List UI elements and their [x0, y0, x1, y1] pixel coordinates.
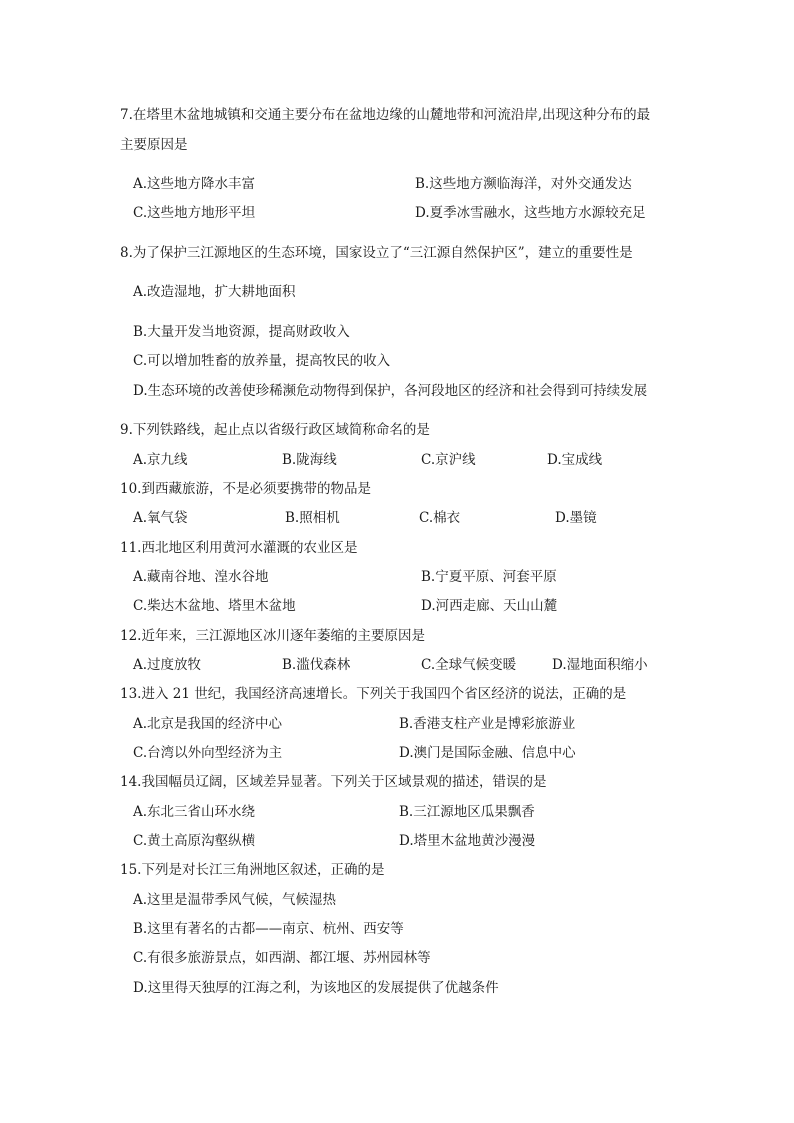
- option-b: B.滥伐森林: [282, 657, 351, 673]
- option-a: A.这里是温带季风气候，气候湿热: [133, 892, 337, 908]
- option-d: D.塔里木盆地黄沙漫漫: [399, 833, 536, 849]
- option-a: A.藏南谷地、湟水谷地: [133, 569, 269, 585]
- option-b: B.这里有著名的古都——南京、杭州、西安等: [133, 921, 404, 937]
- option-c: C.黄土高原沟壑纵横: [133, 833, 256, 849]
- option-a: A.北京是我国的经济中心: [133, 716, 283, 732]
- option-d: D.河西走廊、天山山麓: [421, 598, 558, 614]
- option-c: C.棉衣: [419, 510, 461, 526]
- question-stem: 15.下列是对长江三角洲地区叙述，正确的是: [120, 862, 385, 878]
- question-stem: 10.到西藏旅游，不是必须要携带的物品是: [120, 481, 371, 497]
- question-stem-continued: 主要原因是: [120, 137, 188, 153]
- option-d: D.湿地面积缩小: [552, 657, 648, 673]
- option-d: D.夏季冰雪融水，这些地方水源较充足: [415, 205, 646, 221]
- option-c: C.柴达木盆地、塔里木盆地: [133, 598, 296, 614]
- option-c: C.京沪线: [421, 452, 476, 468]
- question-stem: 8.为了保护三江源地区的生态环境，国家设立了“三江源自然保护区”，建立的重要性是: [120, 245, 633, 261]
- question-stem: 11.西北地区利用黄河水灌溉的农业区是: [120, 540, 358, 556]
- option-b: B.三江源地区瓜果飘香: [399, 804, 535, 820]
- option-c: C.台湾以外向型经济为主: [133, 745, 283, 761]
- option-d: D.墨镜: [555, 510, 597, 526]
- option-b: B.陇海线: [282, 452, 337, 468]
- option-d: D.这里得天独厚的江海之利，为该地区的发展提供了优越条件: [133, 980, 499, 996]
- option-c: C.这些地方地形平坦: [133, 205, 256, 221]
- option-b: B.照相机: [285, 510, 340, 526]
- question-stem: 12.近年来，三江源地区冰川逐年萎缩的主要原因是: [120, 628, 425, 644]
- option-c: C.有很多旅游景点，如西湖、都江堰、苏州园林等: [133, 950, 431, 966]
- option-a: A.氧气袋: [133, 510, 188, 526]
- option-b: B.大量开发当地资源，提高财政收入: [133, 324, 350, 340]
- question-stem: 14.我国幅员辽阔，区域差异显著。下列关于区域景观的描述，错误的是: [120, 774, 547, 790]
- option-a: A.这些地方降水丰富: [133, 176, 256, 192]
- option-a: A.东北三省山环水绕: [133, 804, 256, 820]
- question-stem: 9.下列铁路线，起止点以省级行政区域简称命名的是: [120, 422, 430, 438]
- option-b: B.香港支柱产业是博彩旅游业: [399, 716, 576, 732]
- option-c: C.全球气候变暖: [421, 657, 517, 673]
- option-d: D.宝成线: [547, 452, 603, 468]
- option-b: B.这些地方濒临海洋，对外交通发达: [415, 176, 632, 192]
- question-stem: 7.在塔里木盆地城镇和交通主要分布在盆地边缘的山麓地带和河流沿岸,出现这种分布的最: [120, 107, 651, 123]
- question-stem: 13.进入 21 世纪，我国经济高速增长。下列关于我国四个省区经济的说法，正确的是: [120, 686, 627, 702]
- option-d: D.生态环境的改善使珍稀濒危动物得到保护，各河段地区的经济和社会得到可持续发展: [133, 383, 648, 399]
- option-a: A.过度放牧: [133, 657, 202, 673]
- option-d: D.澳门是国际金融、信息中心: [399, 745, 576, 761]
- option-a: A.改造湿地，扩大耕地面积: [133, 284, 296, 300]
- option-a: A.京九线: [133, 452, 188, 468]
- option-b: B.宁夏平原、河套平原: [421, 569, 557, 585]
- option-c: C.可以增加牲畜的放养量，提高牧民的收入: [133, 353, 391, 369]
